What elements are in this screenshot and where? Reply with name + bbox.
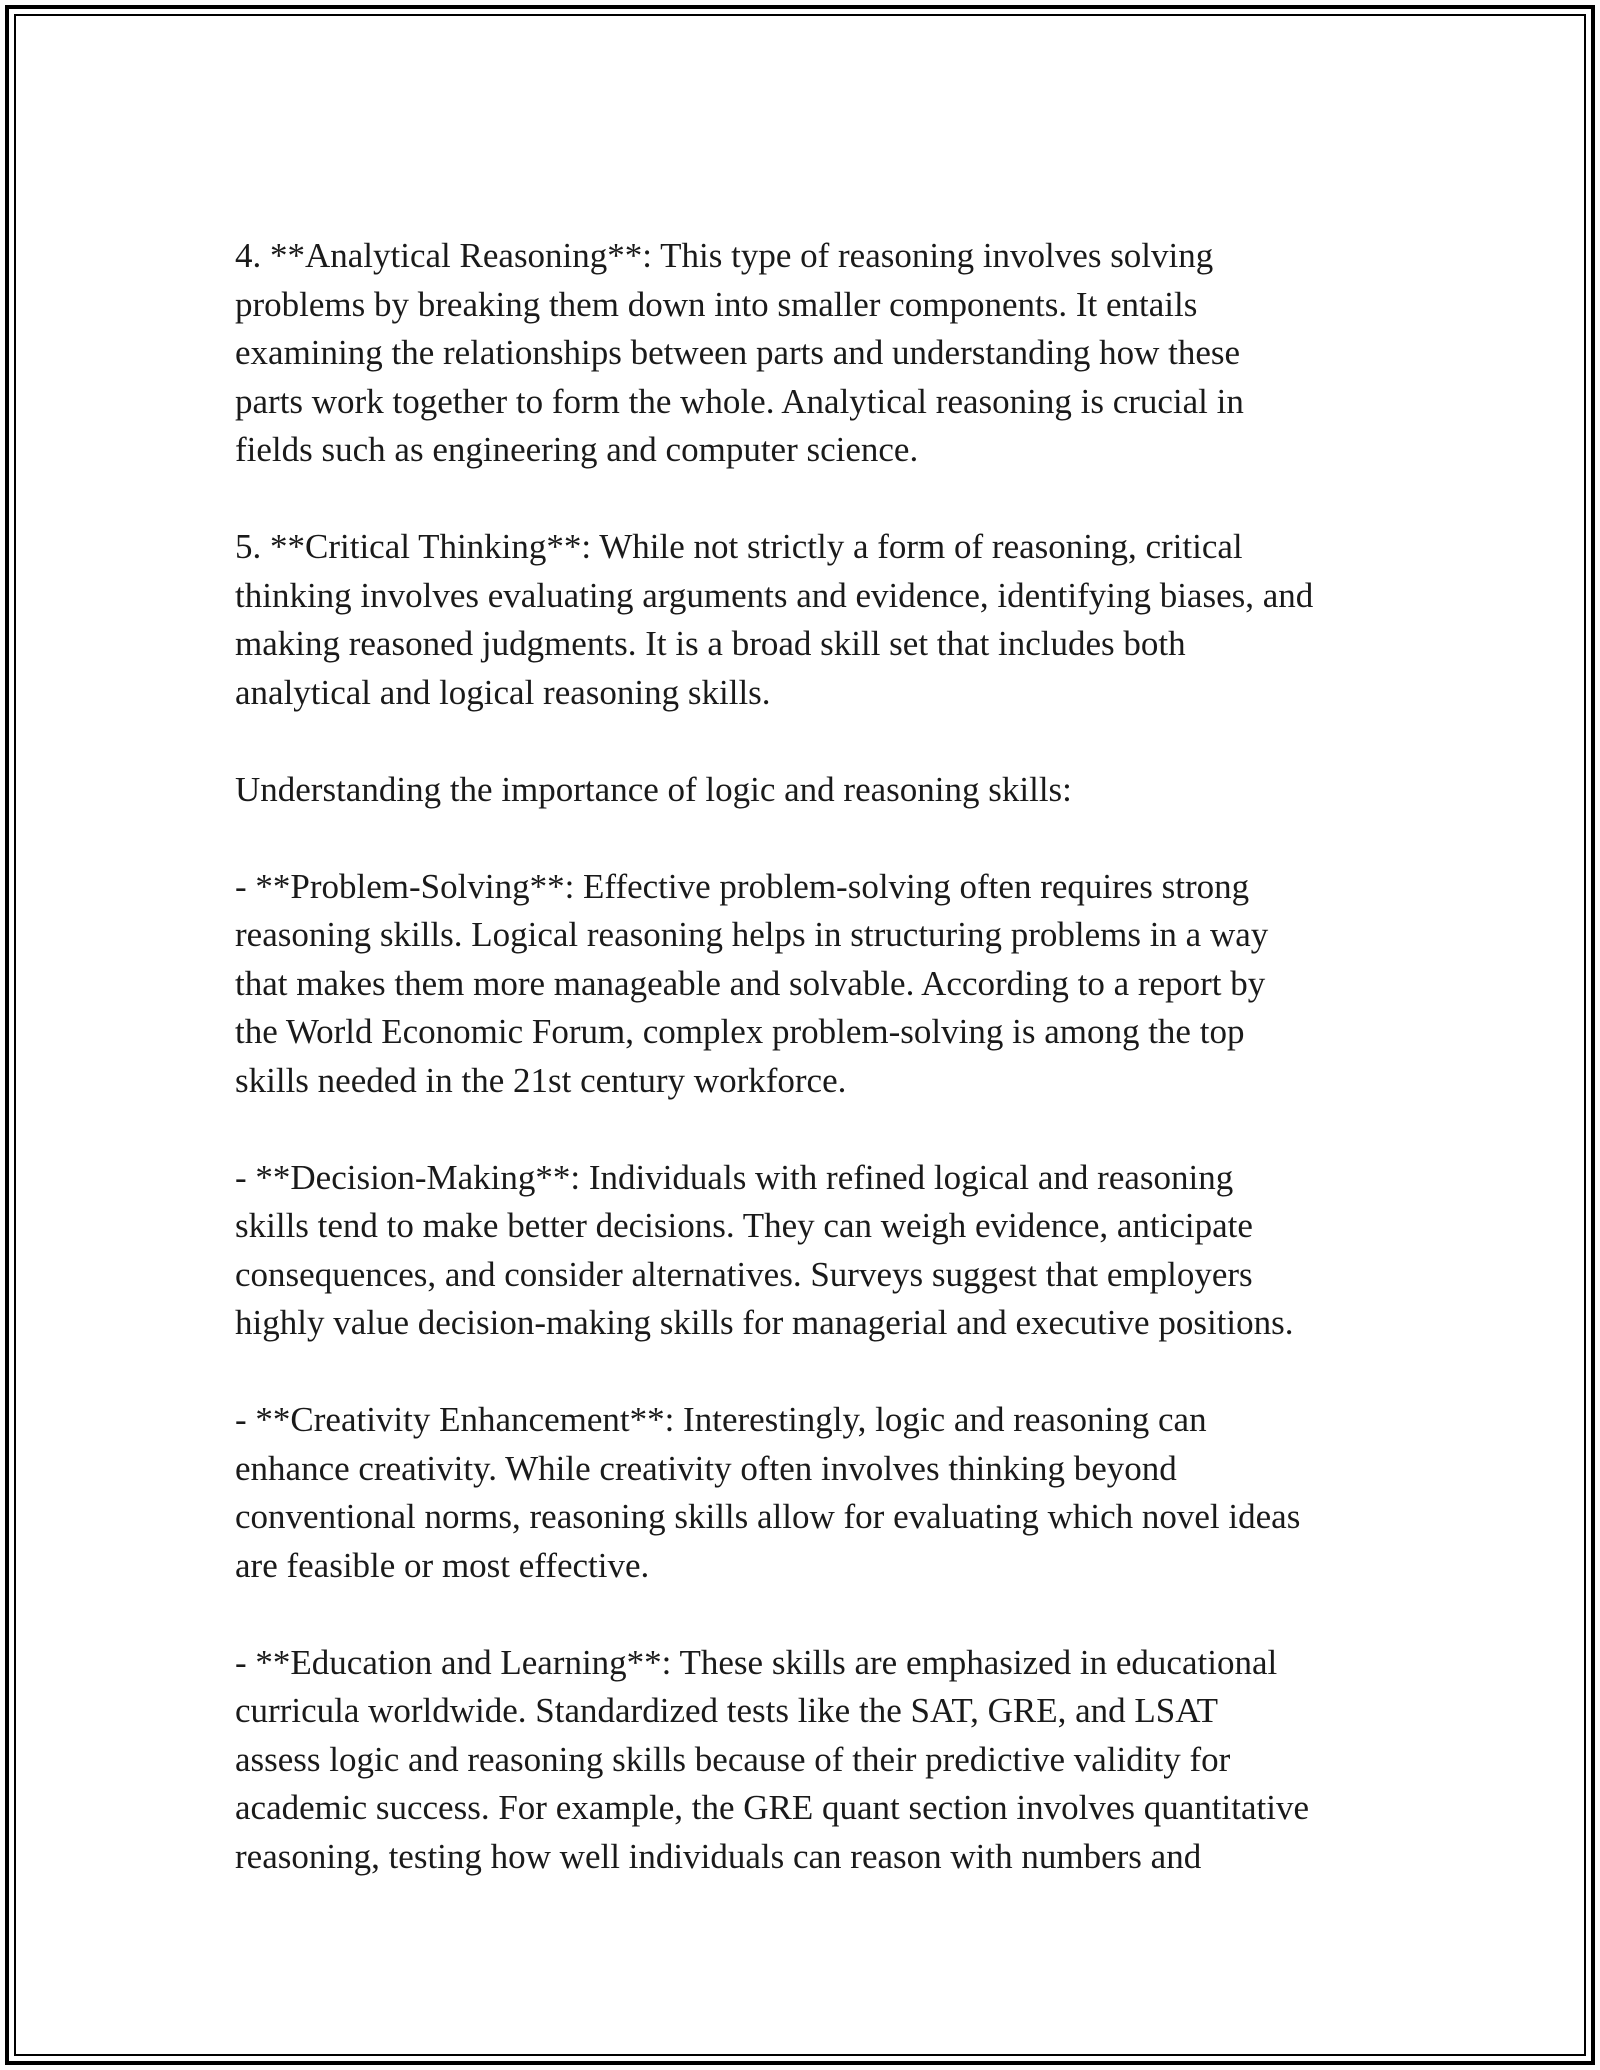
paragraph-creativity-enhancement: - **Creativity Enhancement**: Interestingly, logic and reasoning can enhance creativity. While creativity often involves thinking beyond conventional norms, reasoning skills allow for evaluating which novel ideas are feasible or most effective. — [235, 1400, 1301, 1585]
document-body — [235, 232, 1415, 1881]
paragraph-critical-thinking: 5. **Critical Thinking**: While not strictly a form of reasoning, critical thinking involves evaluating arguments and evidence, identifying biases, and making reasoned judgments. It is a broad skill set that includes both analytical and logical reasoning skills. — [235, 527, 1314, 712]
paragraph-decision-making: - **Decision-Making**: Individuals with refined logical and reasoning skills tend to make better decisions. They can weigh evidence, anticipate consequences, and consider alternatives. Surveys suggest that employers highly value decision-making skills for managerial and executive positions. — [235, 1157, 1294, 1342]
paragraph-problem-solving: - **Problem-Solving**: Effective problem-solving often requires strong reasoning skills. Logical reasoning helps in structuring problems in a way that makes them more manageable and solvable. According to a report by the World Economic Forum, complex problem-solving is among the top skills needed in the 21st century workforce. — [235, 866, 1269, 1100]
paragraph-education-learning: - **Education and Learning**: These skills are emphasized in educational curricula worldwide. Standardized tests like the SAT, GRE, and LSAT assess logic and reasoning skills because of their predictive validity for academic success. For example, the GRE quant section involves quantitative reasoning, testing how well individuals can reason with numbers and — [235, 1642, 1309, 1876]
paragraph-importance-intro: Understanding the importance of logic and reasoning skills: — [235, 769, 1072, 809]
paragraph-analytical-reasoning: 4. **Analytical Reasoning**: This type of reasoning involves solving problems by breaking them down into smaller components. It entails examining the relationships between parts and understanding how these parts work together to form the whole. Analytical reasoning is crucial in fields such as engineering and computer science. — [235, 236, 1244, 469]
